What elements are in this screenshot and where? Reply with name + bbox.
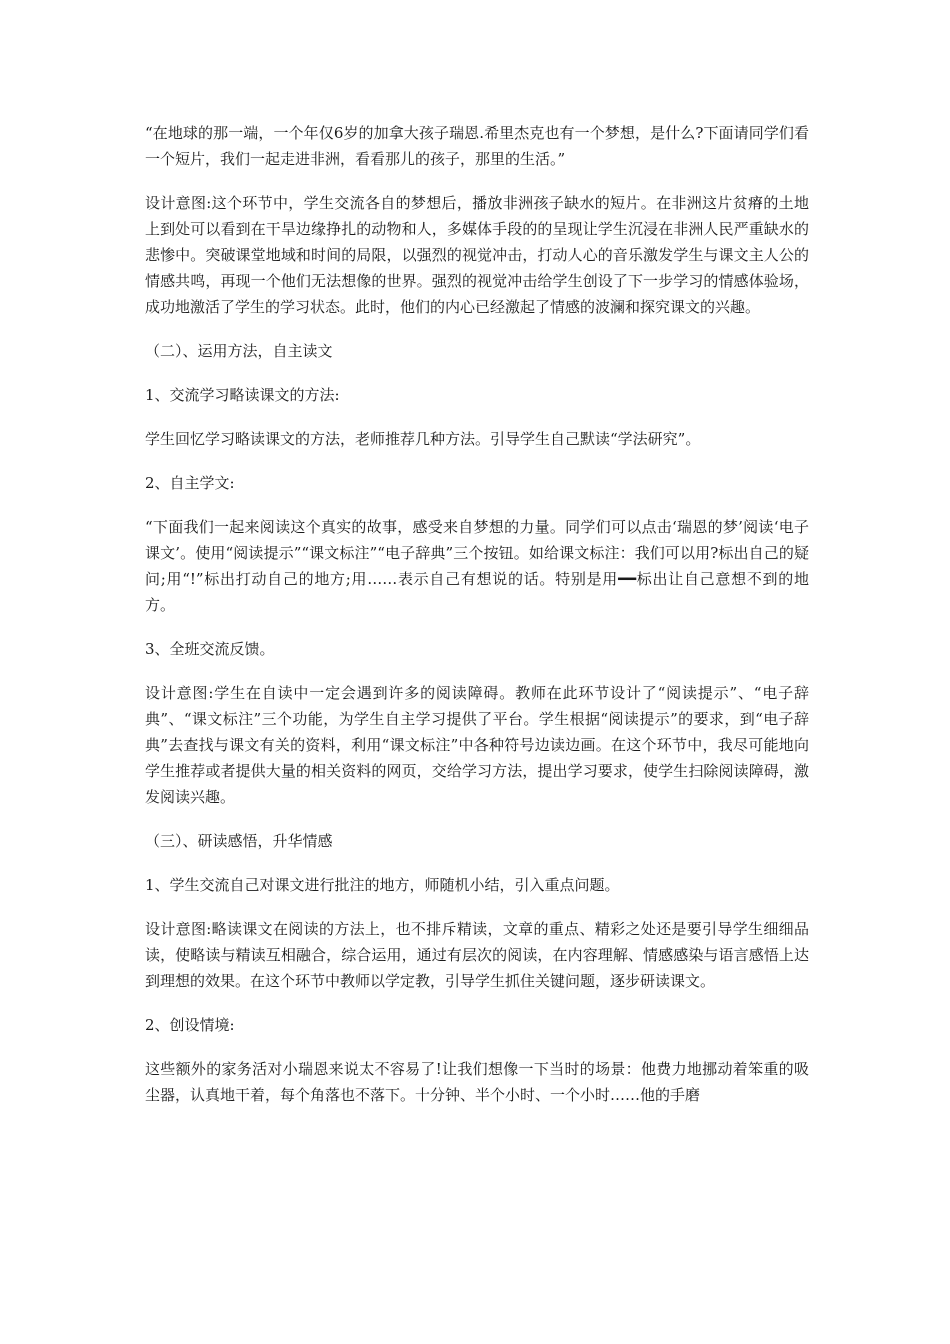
intro-quote-paragraph: “在地球的那一端，一个年仅6岁的加拿大孩子瑞恩.希里杰克也有一个梦想，是什么?下面请同学们看一个短片，我们一起走进非洲，看看那儿的孩子，那里的生活。” (145, 124, 809, 168)
step-heading-3-2: 2、创设情境: (145, 1016, 235, 1034)
step-body-2-1: 学生回忆学习略读课文的方法，老师推荐几种方法。引导学生自己默读“学法研究”。 (145, 430, 701, 448)
step-body-2-2: “下面我们一起来阅读这个真实的故事，感受来自梦想的力量。同学们可以点击‘瑞恩的梦’阅读‘电子课文’。使用“阅读提示”“课文标注”“电子辞典”三个按钮。如给课文标注：我们可以用?标出自己的疑问;用“!”标出打动自己的地方;用……表示自己有想说的话。特别是用━━标出让自己意想不到的地方。 (145, 518, 809, 614)
document-page (145, 120, 809, 1108)
step-heading-2-1: 1、交流学习略读课文的方法: (145, 386, 340, 404)
step-heading-2-3: 3、全班交流反馈。 (145, 640, 275, 658)
section-heading-2: （二）、运用方法，自主读文 (145, 342, 333, 360)
step-heading-2-2: 2、自主学文: (145, 474, 235, 492)
section-heading-3: （三）、研读感悟，升华情感 (145, 832, 333, 850)
design-intent-paragraph-3: 设计意图:略读课文在阅读的方法上，也不排斥精读，文章的重点、精彩之处还是要引导学生细细品读，使略读与精读互相融合，综合运用，通过有层次的阅读，在内容理解、情感感染与语言感悟上达到理想的效果。在这个环节中教师以学定教，引导学生抓住关键问题，逐步研读课文。 (145, 920, 809, 990)
design-intent-paragraph-2: 设计意图:学生在自读中一定会遇到许多的阅读障碍。教师在此环节设计了“阅读提示”、“电子辞典”、“课文标注”三个功能，为学生自主学习提供了平台。学生根据“阅读提示”的要求，到“电子辞典”去查找与课文有关的资料，利用“课文标注”中各种符号边读边画。在这个环节中，我尽可能地向学生推荐或者提供大量的相关资料的网页，交给学习方法，提出学习要求，使学生扫除阅读障碍，激发阅读兴趣。 (145, 684, 809, 806)
design-intent-paragraph-1: 设计意图:这个环节中，学生交流各自的梦想后，播放非洲孩子缺水的短片。在非洲这片贫瘠的土地上到处可以看到在干旱边缘挣扎的动物和人，多媒体手段的的呈现让学生沉浸在非洲人民严重缺水的悲惨中。突破课堂地域和时间的局限，以强烈的视觉冲击，打动人心的音乐激发学生与课文主人公的情感共鸣，再现一个他们无法想像的世界。强烈的视觉冲击给学生创设了下一步学习的情感体验场，成功地激活了学生的学习状态。此时，他们的内心已经激起了情感的波澜和探究课文的兴趣。 (145, 194, 809, 316)
scenario-paragraph: 这些额外的家务活对小瑞恩来说太不容易了!让我们想像一下当时的场景：他费力地挪动着笨重的吸尘器，认真地干着，每个角落也不落下。十分钟、半个小时、一个小时……他的手磨 (145, 1060, 809, 1104)
step-heading-3-1: 1、学生交流自己对课文进行批注的地方，师随机小结，引入重点问题。 (145, 876, 620, 894)
